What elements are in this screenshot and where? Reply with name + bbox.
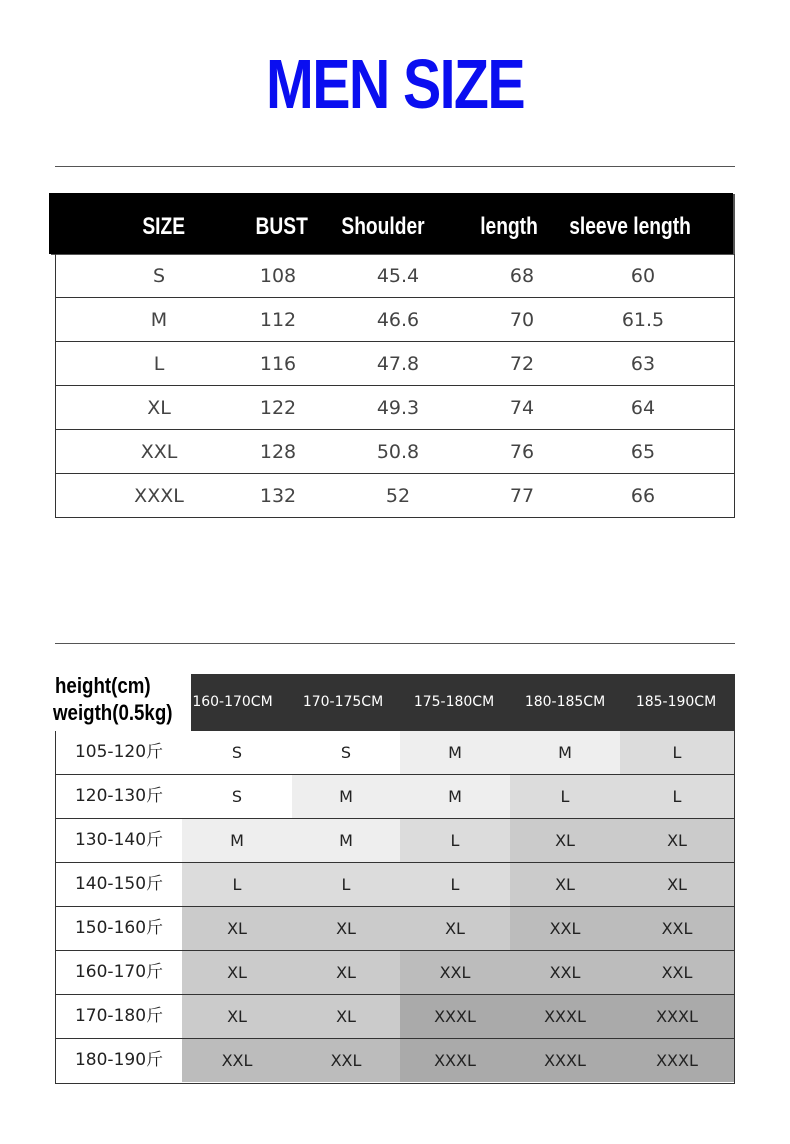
size-cell: L <box>620 775 734 818</box>
cell-size: L <box>153 353 165 375</box>
table-row <box>56 951 734 995</box>
cell-length: 70 <box>509 309 535 331</box>
cell-sleeve-length: 60 <box>630 265 656 287</box>
header-bust: BUST <box>255 213 308 240</box>
size-cell: M <box>292 819 400 862</box>
cell-shoulder: 50.8 <box>376 441 420 463</box>
cell-size: S <box>152 265 166 287</box>
size-cell: S <box>182 731 292 774</box>
table-row <box>56 474 734 517</box>
size-chart-header <box>49 193 733 254</box>
size-cell: L <box>182 863 292 906</box>
size-cell: XL <box>182 995 292 1038</box>
middle-divider <box>55 643 735 644</box>
cell-shoulder: 45.4 <box>376 265 420 287</box>
table-row <box>56 254 734 298</box>
page-title: MEN SIZE <box>266 45 524 123</box>
cell-size: XXXL <box>134 485 184 507</box>
cell-length: 77 <box>509 485 535 507</box>
height-axis-label: height(cm) <box>55 673 151 698</box>
cell-bust: 112 <box>259 309 297 331</box>
size-cell: XL <box>400 907 510 950</box>
size-chart-table <box>55 254 735 518</box>
weight-range: 140-150斤 <box>56 863 182 906</box>
cell-length: 74 <box>509 397 535 419</box>
size-cell: XXL <box>400 951 510 994</box>
weight-range: 120-130斤 <box>56 775 182 818</box>
header-shoulder: Shoulder <box>341 213 425 240</box>
weight-range: 130-140斤 <box>56 819 182 862</box>
cell-bust: 122 <box>259 397 297 419</box>
table-row <box>56 430 734 474</box>
size-cell: M <box>400 731 510 774</box>
cell-size: M <box>150 309 168 331</box>
size-cell: S <box>292 731 400 774</box>
cell-sleeve-length: 66 <box>630 485 656 507</box>
height-range: 175-180CM <box>413 694 495 710</box>
cell-length: 68 <box>509 265 535 287</box>
size-cell: XL <box>292 995 400 1038</box>
size-cell: L <box>620 731 734 774</box>
table-row <box>56 775 734 819</box>
weight-range: 150-160斤 <box>56 907 182 950</box>
table-row <box>56 819 734 863</box>
cell-shoulder: 52 <box>385 485 411 507</box>
cell-length: 72 <box>509 353 535 375</box>
table-row <box>56 995 734 1039</box>
header-sleeve-length: sleeve length <box>569 213 691 240</box>
table-row <box>56 342 734 386</box>
cell-sleeve-length: 65 <box>630 441 656 463</box>
size-cell: XXXL <box>400 995 510 1038</box>
size-cell: XXL <box>182 1039 292 1082</box>
table-row <box>56 863 734 907</box>
height-range: 160-170CM <box>192 694 273 710</box>
table-row <box>56 386 734 430</box>
size-cell: XL <box>510 819 620 862</box>
table-row <box>56 907 734 951</box>
weight-axis-label: weigth(0.5kg) <box>53 700 173 725</box>
size-cell: XXL <box>620 907 734 950</box>
header-size: SIZE <box>142 213 186 240</box>
cell-bust: 108 <box>259 265 297 287</box>
weight-range: 170-180斤 <box>56 995 182 1038</box>
size-cell: XL <box>510 863 620 906</box>
size-recommendation-table <box>55 731 735 1084</box>
header-length: length <box>480 213 538 240</box>
cell-sleeve-length: 61.5 <box>621 309 665 331</box>
cell-shoulder: 49.3 <box>376 397 420 419</box>
size-cell: XL <box>182 951 292 994</box>
size-cell: M <box>510 731 620 774</box>
size-cell: XXL <box>510 907 620 950</box>
cell-size: XXL <box>140 441 178 463</box>
size-cell: XL <box>292 951 400 994</box>
size-cell: S <box>182 775 292 818</box>
table-row <box>56 731 734 775</box>
size-cell: XXL <box>510 951 620 994</box>
top-divider <box>55 166 735 167</box>
height-header <box>191 674 735 731</box>
size-cell: M <box>292 775 400 818</box>
table-row <box>56 1039 734 1083</box>
height-range: 180-185CM <box>524 694 606 710</box>
cell-size: XL <box>147 397 171 419</box>
size-cell: XL <box>620 863 734 906</box>
size-cell: XL <box>292 907 400 950</box>
size-cell: XXL <box>292 1039 400 1082</box>
height-range: 170-175CM <box>302 694 384 710</box>
size-cell: XXXL <box>510 995 620 1038</box>
cell-bust: 132 <box>259 485 297 507</box>
size-cell: L <box>400 863 510 906</box>
table-row <box>56 298 734 342</box>
cell-sleeve-length: 63 <box>630 353 656 375</box>
cell-length: 76 <box>509 441 535 463</box>
cell-shoulder: 46.6 <box>376 309 420 331</box>
cell-sleeve-length: 64 <box>630 397 656 419</box>
weight-range: 160-170斤 <box>56 951 182 994</box>
size-cell: L <box>292 863 400 906</box>
size-cell: XXXL <box>620 995 734 1038</box>
cell-shoulder: 47.8 <box>376 353 420 375</box>
size-cell: XXXL <box>620 1039 734 1082</box>
size-cell: M <box>400 775 510 818</box>
size-cell: XXXL <box>510 1039 620 1082</box>
size-cell: XL <box>620 819 734 862</box>
size-cell: XXXL <box>400 1039 510 1082</box>
weight-range: 180-190斤 <box>56 1039 182 1082</box>
size-cell: XL <box>182 907 292 950</box>
size-cell: XXL <box>620 951 734 994</box>
cell-bust: 116 <box>259 353 297 375</box>
size-cell: M <box>182 819 292 862</box>
height-range: 185-190CM <box>635 694 717 710</box>
cell-bust: 128 <box>259 441 297 463</box>
weight-range: 105-120斤 <box>56 731 182 774</box>
size-cell: L <box>510 775 620 818</box>
size-cell: L <box>400 819 510 862</box>
